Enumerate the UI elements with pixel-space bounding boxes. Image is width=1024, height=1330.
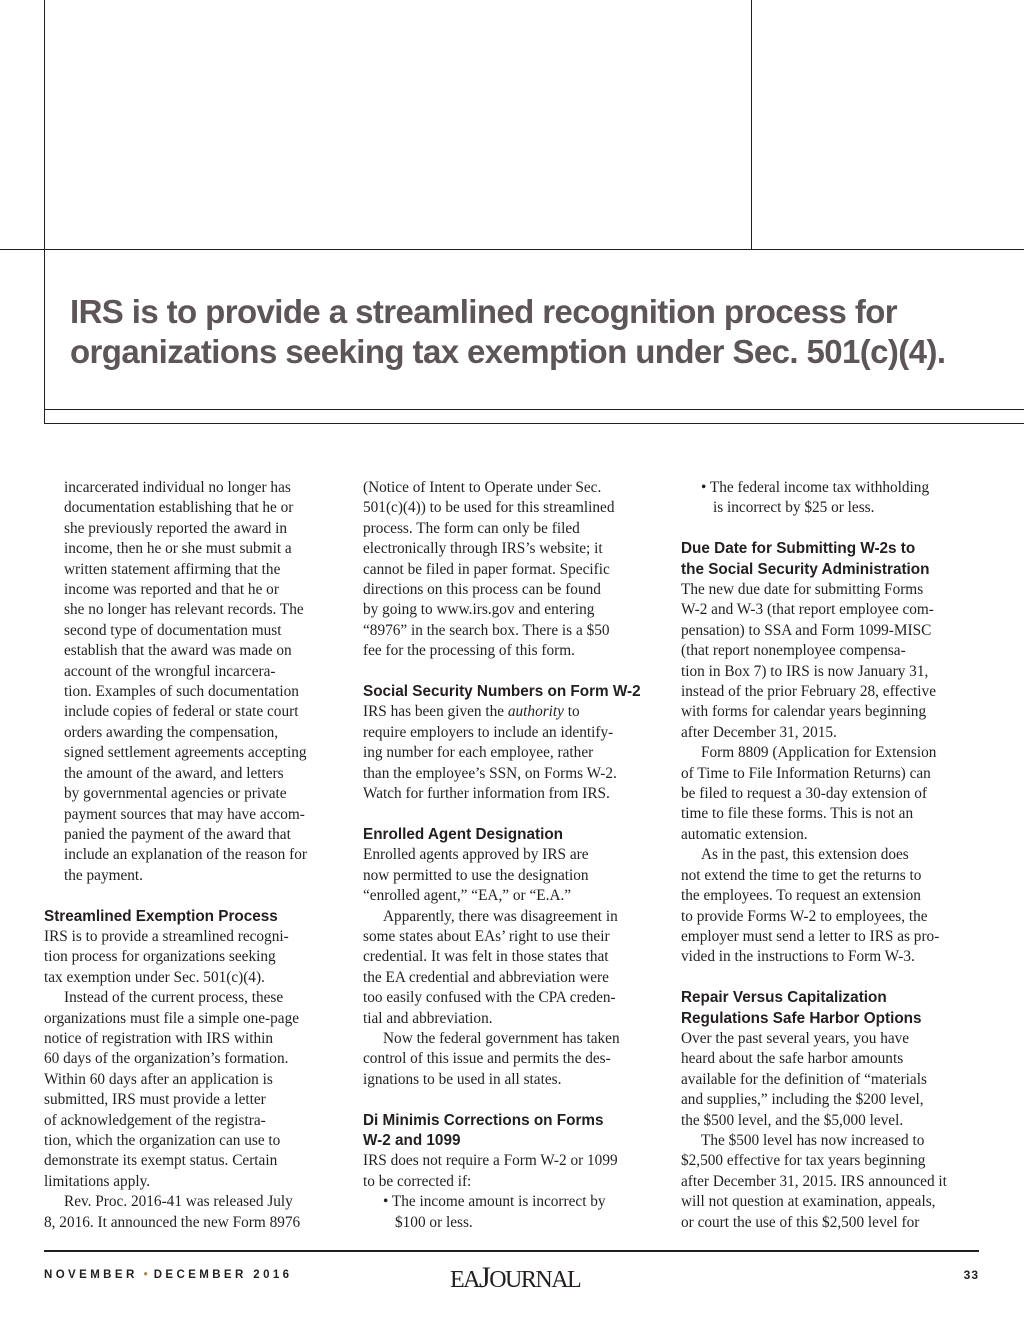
- pull-quote: [70, 292, 1000, 372]
- paragraph-streamlined-intro: IRS is to provide a streamlined recogni- tion process for organizations seeking tax exemption under Sec. 501(c)(4).: [44, 927, 289, 986]
- paragraph-due-date: The new due date for submitting Forms W-2 and W-3 (that report employee com- pensation) to SSA and Form 1099-MISC (that report nonemployee compensa- tion in Box 7) to IRS is now January 31, instead of the prior February 28, effective with forms for calendar years beginning after December 31, 2015.: [681, 581, 936, 741]
- column-1: [44, 478, 344, 1233]
- heading-due-date: Due Date for Submitting W-2s to: [681, 540, 916, 558]
- paragraph-form-8809: Form 8809 (Application for Extension of Time to File Information Returns) can be filed to request a 30-day extension of time to file these forms. This is not an automatic extension.: [681, 744, 937, 843]
- paragraph-ea-designation: Enrolled agents approved by IRS are now permitted to use the designation “enrolled agent,” “EA,” or “E.A.”: [363, 846, 589, 905]
- paragraph-rev-proc: Rev. Proc. 2016-41 was released July 8, 2016. It announced the new Form 8976: [44, 1193, 301, 1231]
- issue-date: NOVEMBER • DECEMBER 2016: [44, 1269, 293, 1281]
- page-number: 33: [963, 1268, 979, 1282]
- pull-quote-line-1: IRS is to provide a streamlined recognition process for: [70, 293, 898, 330]
- ea-journal-logo: EAJOURNAL: [450, 1261, 581, 1294]
- paragraph-notice-registration: Instead of the current process, these organizations must file a simple one-page notice of registration with IRS within 60 days of the organization’s formation. Within 60 days after an application is submitted, IRS must provide a letter of acknowledgement of the registra- tion, which the organization can use to demonstrate its exempt status. Certain limitations apply.: [44, 989, 300, 1190]
- column-3: [681, 478, 981, 1233]
- heading-di-minimis: Di Minimis Corrections on Forms: [363, 1111, 604, 1129]
- paragraph-500-level: The $500 level has now increased to $2,500 effective for tax years beginning after December 31, 2015. IRS announced it will not question at examination, appeals, or court the use of this $2,500 level for: [681, 1131, 947, 1231]
- column-2: [363, 478, 663, 1233]
- page-footer: [44, 1251, 979, 1301]
- heading-repair-capitalization-2: Regulations Safe Harbor Options: [681, 1009, 922, 1027]
- paragraph-corrections: IRS does not require a Form W-2 or 1099 to be corrected if:: [363, 1152, 618, 1190]
- heading-enrolled-agent: Enrolled Agent Designation: [363, 825, 564, 843]
- paragraph-ea-federal: Now the federal government has taken control of this issue and permits the des- ignations to be used in all states.: [363, 1029, 620, 1088]
- bullet-income-amount: • The income amount is incorrect by $100 or less.: [383, 1193, 606, 1231]
- heading-social-security-numbers: Social Security Numbers on Form W-2: [363, 683, 641, 701]
- paragraph-form-8976: (Notice of Intent to Operate under Sec. 501(c)(4)) to be used for this streamlined process. The form can only be filed electronically through IRS’s website; it cannot be filed in paper format. Specific directions on this process can be found by going to www.irs.gov and entering “8976” in the search box. There is a $50 fee for the processing of this form.: [363, 479, 615, 660]
- frame-left-rule: [44, 0, 45, 424]
- heading-repair-capitalization: Repair Versus Capitalization: [681, 989, 887, 1007]
- paragraph-safe-harbor: Over the past several years, you have heard about the safe harbor amounts available for the definition of “materials and supplies,” including the $200 level, the $500 level, and the $5,000 level.: [681, 1029, 927, 1129]
- paragraph-wrongful-incarceration: incarcerated individual no longer has documentation establishing that he or she previously reported the award in income, then he or she must submit a written statement affirming that the income was reported and that he or she no longer has relevant records. The second type of documentation must establish that the award was made on account of the wrongful incarcera- tion. Examples of such documentation include copies of federal or state court orders awarding the compensation, signed settlement agreements accepting the amount of the award, and letters by governmental agencies or private payment sources that may have accom- panied the payment of the award that include an explanation of the reason for the payment.: [64, 479, 307, 884]
- paragraph-ssn-authority: IRS has been given the authority to require employers to include an identify- ing number for each employee, rather than the employee’s SSN, on Forms W-2. Watch for further information from IRS.: [363, 703, 617, 803]
- pull-quote-line-2: organizations seeking tax exemption under Sec. 501(c)(4).: [70, 333, 946, 370]
- heading-due-date-2: the Social Security Administration: [681, 560, 930, 578]
- frame-bottom-rule: [44, 409, 1024, 410]
- paragraph-extension: As in the past, this extension does not extend the time to get the returns to the employees. To request an extension to provide Forms W-2 to employees, the employer must send a letter to IRS as pro- vided in the instructions to Form W-3.: [681, 846, 940, 966]
- heading-streamlined-exemption: Streamlined Exemption Process: [44, 907, 278, 925]
- heading-di-minimis-2: W-2 and 1099: [363, 1131, 461, 1149]
- frame-top-rule: [0, 249, 1024, 250]
- paragraph-ea-disagreement: Apparently, there was disagreement in some states about EAs’ right to use their credential. It was felt in those states that the EA credential and abbreviation were too easily confused with the CPA creden- tial and abbreviation.: [363, 907, 618, 1027]
- frame-bottom-rule-2: [44, 423, 1024, 424]
- frame-mid-rule: [751, 0, 752, 250]
- bullet-withholding: • The federal income tax withholding is incorrect by $25 or less.: [701, 479, 930, 517]
